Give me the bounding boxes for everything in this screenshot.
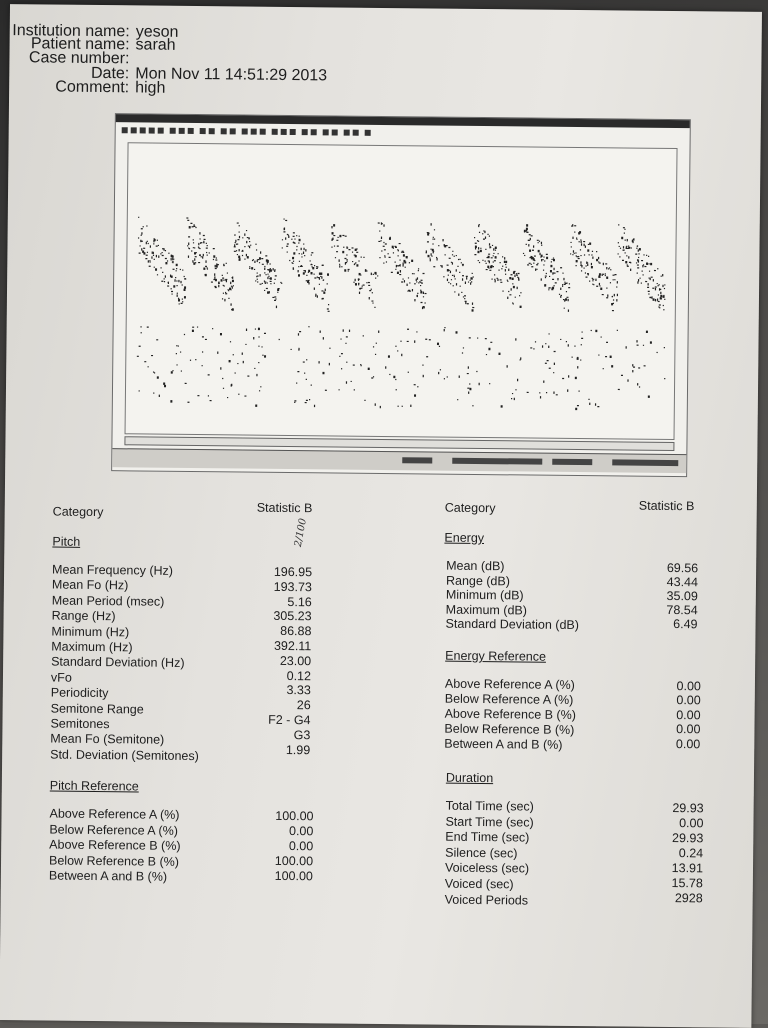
- pitch-ref-row-label: Between A and B (%): [48, 868, 168, 884]
- pitch-row-value: 193.73: [273, 579, 313, 595]
- duration-row-label: Silence (sec): [445, 845, 518, 861]
- pitch-section-title: Pitch: [52, 534, 81, 549]
- pitch-row-value: 1.99: [285, 742, 311, 757]
- energy-row-label: Maximum (dB): [445, 602, 528, 618]
- pitch-row-label: Standard Deviation (Hz): [51, 654, 185, 671]
- status-bar: [112, 448, 686, 473]
- energy-reference-title: Energy Reference: [445, 648, 547, 664]
- pitch-row-value: 392.11: [273, 638, 312, 654]
- pitch-row-value: 305.23: [273, 609, 312, 624]
- energy-row-label: Standard Deviation (dB): [445, 617, 580, 633]
- energy-row-label: Mean (dB): [446, 558, 505, 574]
- pitch-row-value: 3.33: [286, 683, 311, 698]
- pitch-row-label: Std. Deviation (Semitones): [50, 747, 199, 763]
- energy-ref-row-label: Below Reference B (%): [444, 721, 575, 738]
- duration-row-value: 0.24: [678, 846, 704, 861]
- pitch-row-label: Mean Frequency (Hz): [52, 562, 174, 578]
- pitch-row-label: Mean Fo (Semitone): [50, 731, 165, 748]
- energy-ref-row-value: 0.00: [676, 693, 701, 708]
- pitch-row-label: Minimum (Hz): [51, 624, 130, 639]
- pitch-row-label: Periodicity: [50, 685, 109, 701]
- right-statistic-header: Statistic B: [638, 498, 695, 514]
- duration-row-label: Total Time (sec): [445, 798, 534, 814]
- energy-section-title: Energy: [444, 530, 485, 546]
- pitch-ref-row-label: Above Reference B (%): [49, 837, 181, 853]
- pitch-reference-title: Pitch Reference: [49, 778, 139, 794]
- patient-value: sarah: [135, 36, 176, 54]
- duration-row-label: Voiceless (sec): [444, 861, 530, 876]
- energy-row-value: 69.56: [666, 560, 699, 576]
- energy-row-label: Minimum (dB): [445, 587, 524, 603]
- duration-row-value: 13.91: [671, 861, 704, 876]
- energy-row-value: 6.49: [673, 617, 698, 632]
- energy-row-value: 35.09: [666, 588, 698, 604]
- printed-report-page: [0, 4, 762, 1028]
- pitch-ref-row-label: Above Reference A (%): [49, 806, 180, 822]
- right-category-header: Category: [444, 500, 496, 516]
- energy-ref-row-value: 0.00: [676, 707, 701, 723]
- duration-section-title: Duration: [445, 770, 494, 786]
- comment-value: high: [135, 79, 166, 97]
- energy-ref-row-label: Between A and B (%): [444, 736, 563, 752]
- case-label: Case number:: [28, 49, 130, 68]
- pitch-row-label: vFo: [50, 670, 72, 685]
- duration-row-label: End Time (sec): [445, 829, 530, 845]
- pitch-row-label: Mean Period (msec): [51, 593, 165, 609]
- pitch-ref-row-value: 100.00: [275, 808, 314, 824]
- pitch-row-value: 86.88: [280, 624, 312, 639]
- pitch-row-label: Maximum (Hz): [51, 639, 133, 655]
- pitch-ref-row-value: 100.00: [274, 853, 314, 868]
- duration-row-value: 29.93: [672, 801, 704, 816]
- duration-row-label: Voiced (sec): [444, 876, 514, 892]
- energy-ref-row-label: Above Reference A (%): [444, 676, 575, 693]
- pitch-row-value: 23.00: [279, 653, 312, 669]
- handwritten-annotation: 2/100: [292, 517, 309, 548]
- pitch-ref-row-value: 0.00: [288, 838, 314, 854]
- institution-value: yeson: [135, 23, 179, 41]
- energy-row-value: 43.44: [666, 574, 699, 590]
- pitch-row-value: 0.12: [286, 668, 312, 683]
- pitch-row-label: Semitone Range: [50, 701, 144, 717]
- pitch-ref-row-value: 100.00: [274, 868, 313, 883]
- left-category-header: Category: [52, 504, 104, 520]
- energy-ref-row-value: 0.00: [675, 736, 701, 751]
- energy-row-value: 78.54: [666, 602, 698, 618]
- duration-row-value: 2928: [674, 891, 703, 906]
- energy-ref-row-label: Below Reference A (%): [444, 691, 574, 707]
- pitch-row-value: G3: [293, 727, 311, 743]
- pitch-row-label: Mean Fo (Hz): [51, 577, 129, 593]
- pitch-contour-plot: [125, 142, 678, 440]
- comment-label: Comment:: [55, 78, 130, 97]
- date-value: Mon Nov 11 14:51:29 2013: [135, 65, 328, 85]
- institution-label: Institution name:: [12, 22, 130, 41]
- duration-row-value: 29.93: [671, 831, 704, 846]
- patient-label: Patient name:: [30, 35, 130, 54]
- pitch-ref-row-label: Below Reference A (%): [49, 822, 178, 838]
- date-label: Date:: [90, 64, 130, 83]
- pitch-analysis-screenshot: [111, 113, 691, 477]
- pitch-ref-row-value: 0.00: [288, 823, 314, 839]
- duration-row-value: 15.78: [671, 876, 703, 891]
- energy-row-label: Range (dB): [445, 573, 511, 588]
- pitch-row-value: 196.95: [273, 564, 313, 580]
- pitch-row-value: 26: [296, 698, 311, 713]
- duration-row-label: Start Time (sec): [445, 814, 534, 830]
- energy-ref-row-value: 0.00: [676, 722, 701, 737]
- pitch-ref-row-label: Below Reference B (%): [48, 853, 180, 869]
- left-statistic-header: Statistic B: [256, 500, 313, 516]
- pitch-contour-dots: [126, 143, 677, 439]
- pitch-row-label: Range (Hz): [51, 608, 116, 624]
- energy-ref-row-value: 0.00: [676, 679, 701, 694]
- pitch-row-value: F2 - G4: [268, 712, 311, 728]
- duration-row-value: 0.00: [679, 816, 704, 831]
- pitch-row-label: Semitones: [50, 716, 110, 732]
- duration-row-label: Voiced Periods: [444, 892, 529, 908]
- pitch-row-value: 5.16: [287, 594, 312, 609]
- energy-ref-row-label: Above Reference B (%): [444, 706, 576, 723]
